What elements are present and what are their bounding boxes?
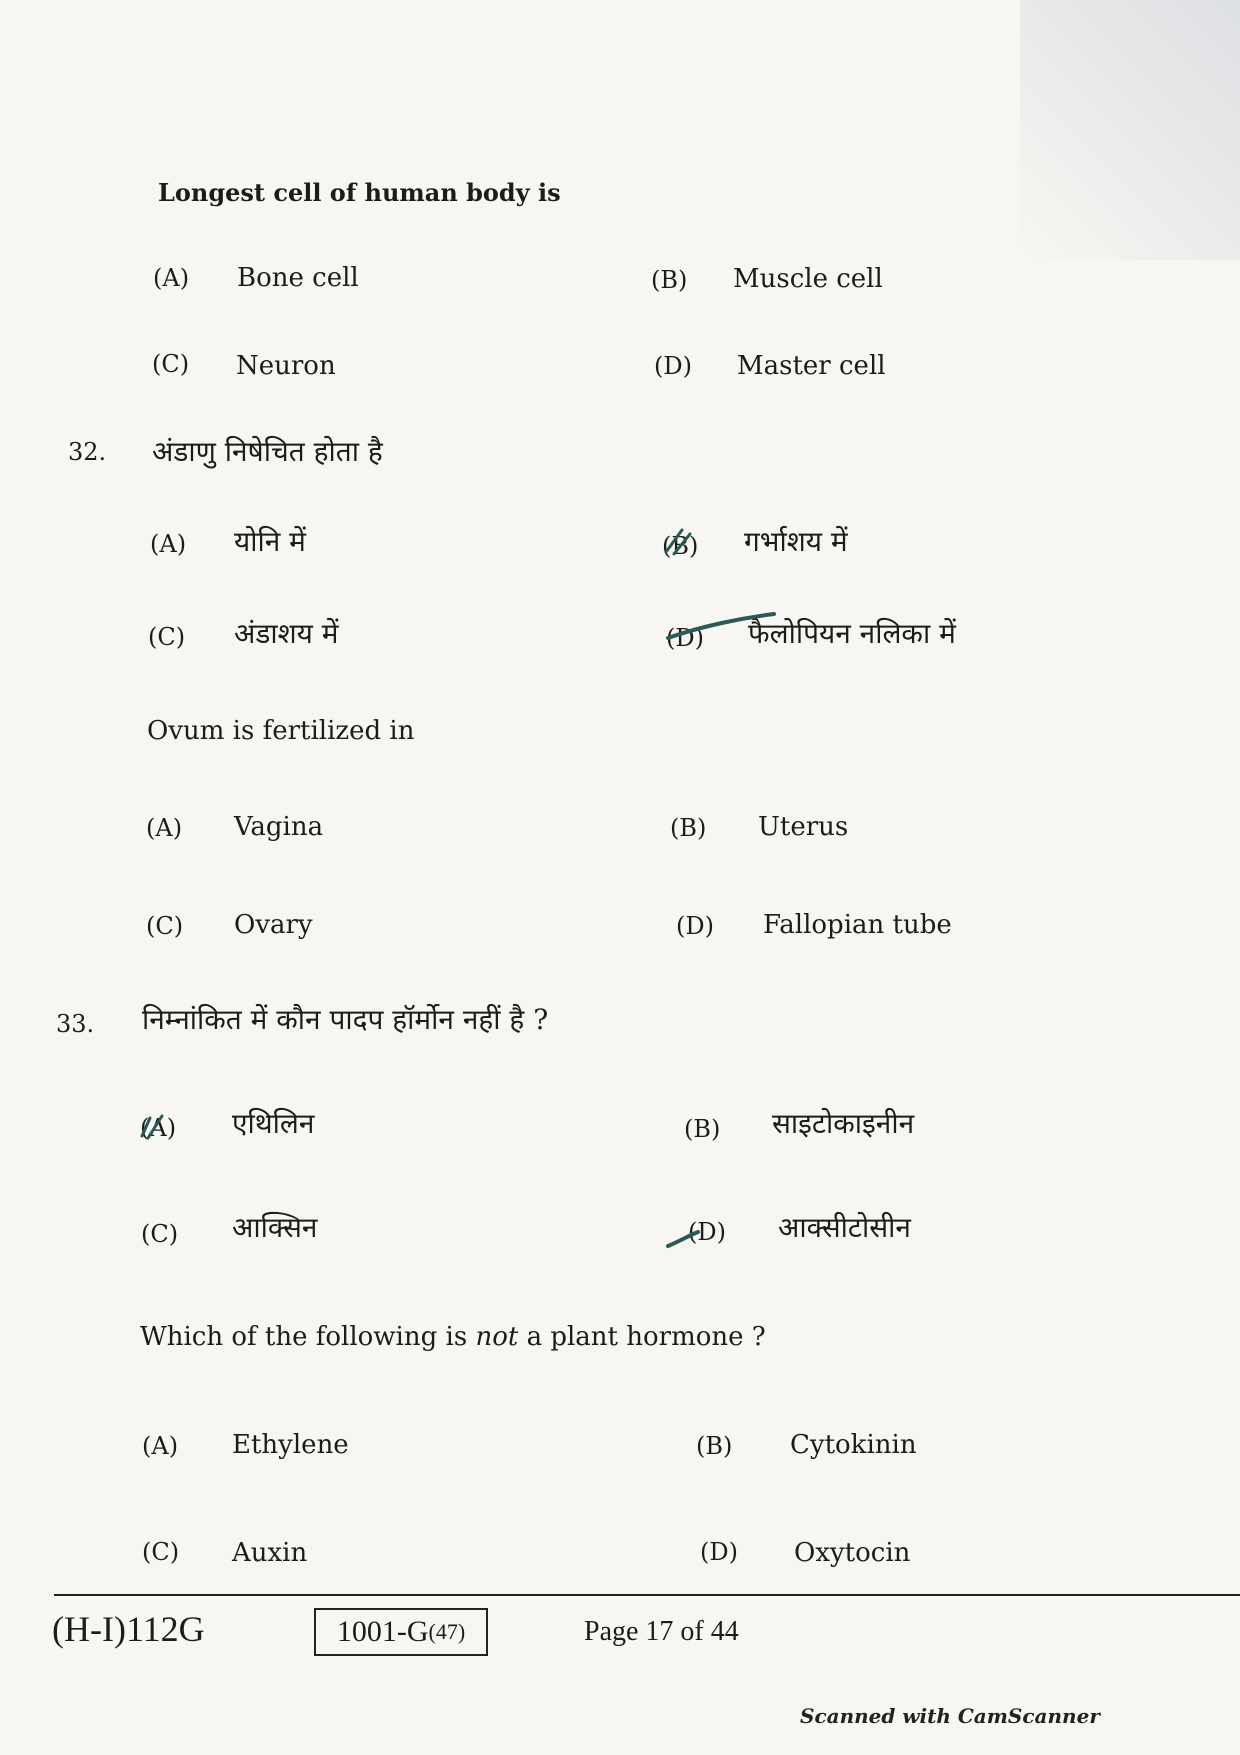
q33-hi-option-c-text: आक्सिन [232,1211,318,1244]
q33-en-option-a-text: Ethylene [232,1430,349,1460]
q32-hi-option-d-letter: (D) [666,624,704,652]
footer-series-box [314,1608,488,1656]
q33-stem-en-emphasis: not [475,1322,519,1352]
q33-en-option-c-text: Auxin [232,1538,308,1568]
q33-en-option-c-letter: (C) [142,1538,180,1566]
q33-hi-option-d-text: आक्सीटोसीन [778,1211,911,1244]
q32-en-option-c-text: Ovary [234,910,313,940]
q31-option-c-letter: (C) [152,350,190,378]
q31-stem-en: Longest cell of human body is [158,178,561,207]
q32-hi-option-a-letter: (A) [150,530,187,558]
q33-stem-en-pre: Which of the following is [140,1322,476,1352]
q33-en-option-b-letter: (B) [696,1432,733,1460]
q32-en-option-d-text: Fallopian tube [763,910,952,940]
q32-en-option-b-text: Uterus [758,812,849,842]
q33-hi-option-c-letter: (C) [141,1220,179,1248]
q31-option-d-letter: (D) [654,352,692,380]
q33-en-option-a-letter: (A) [142,1432,179,1460]
q32-hi-option-c-letter: (C) [148,623,186,651]
q31-option-d-text: Master cell [737,351,886,381]
q33-en-option-b-text: Cytokinin [790,1430,917,1460]
q32-en-option-c-letter: (C) [146,912,184,940]
q33-stem-hi: निम्नांकित में कौन पादप हॉर्मोन नहीं है ? [142,1003,549,1036]
q33-hi-option-b-letter: (B) [684,1115,721,1143]
footer-rule [54,1594,1240,1596]
q31-option-c-text: Neuron [236,351,336,381]
footer-paper-code: (H-I)112G [52,1609,205,1649]
q31-option-b-text: Muscle cell [733,264,883,294]
q31-option-b-letter: (B) [651,266,688,294]
q32-number: 32. [68,438,107,466]
q31-option-a-text: Bone cell [237,263,359,293]
q33-stem-en [140,1322,766,1352]
footer-page-number: Page 17 of 44 [584,1616,739,1647]
q32-stem-hi: अंडाणु निषेचित होता है [152,435,383,468]
q32-hi-option-b-text: गर्भाशय में [744,525,848,558]
q33-hi-option-a-letter: (A) [140,1114,177,1142]
q33-hi-option-b-text: साइटोकाइनीन [772,1107,915,1140]
q33-en-option-d-text: Oxytocin [794,1538,911,1568]
q32-hi-option-b-letter: (B) [662,532,699,560]
q33-number: 33. [56,1010,95,1038]
q33-hi-option-d-letter: (D) [688,1218,726,1246]
q32-en-option-a-text: Vagina [234,812,324,842]
q32-en-option-d-letter: (D) [676,912,714,940]
q32-hi-option-d-text: फैलोपियन नलिका में [748,617,956,650]
q31-option-a-letter: (A) [153,264,190,292]
q33-hi-option-a-text: एथिलिन [232,1107,315,1140]
footer-series-sub: (47) [428,1619,466,1644]
q32-hi-option-a-text: योनि में [234,525,306,558]
q33-en-option-d-letter: (D) [700,1538,738,1566]
q32-en-option-a-letter: (A) [146,814,183,842]
scan-shadow [1020,0,1240,260]
q32-hi-option-c-text: अंडाशय में [234,617,339,650]
q32-en-option-b-letter: (B) [670,814,707,842]
q33-stem-en-post: a plant hormone ? [518,1322,766,1352]
q32-stem-en: Ovum is fertilized in [147,716,415,746]
scanner-watermark: Scanned with CamScanner [800,1704,1100,1728]
footer-series-main: 1001-G [336,1615,429,1648]
